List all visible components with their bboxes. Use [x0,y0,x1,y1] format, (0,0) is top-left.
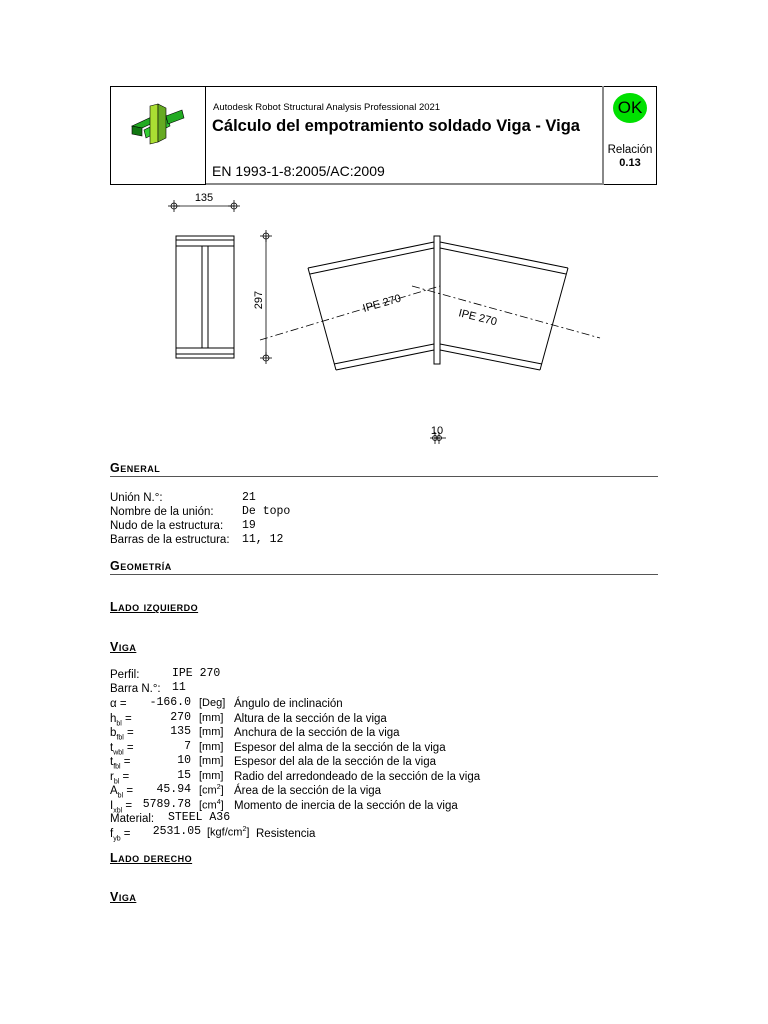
property-description: Espesor del alma de la sección de la viga [234,741,446,754]
fy-unit: $[kgf/cm^2]$ [207,826,250,839]
section-geometry-heading: Geometría [110,559,658,575]
property-symbol: $r_{bl}$ = [110,770,130,785]
material-value: STEEL A36 [168,811,231,824]
property-value: 135 [170,725,191,738]
property-symbol: α = [110,698,127,710]
ratio-value: 0.13 [619,157,641,169]
logo-cell [110,86,206,185]
ratio-label: Relación [607,144,653,156]
general-value: De topo [242,505,291,518]
property-value: 45.94 [156,783,191,796]
general-label: Barras de la estructura: [110,534,230,546]
property-description: Ángulo de inclinación [234,698,343,710]
right-beam-elevation [440,242,568,370]
fy-description: Resistencia [256,828,316,840]
property-symbol: $h_{bl}$ = [110,712,132,727]
beam-heading-left: Viga [110,640,137,654]
property-value: 15 [177,768,191,782]
property-description: Radio del arredondeado de la sección de la viga [234,770,481,783]
property-unit: [mm] [199,769,224,782]
general-label: Nombre de la unión: [110,506,214,518]
fy-value: 2531.05 [152,825,201,838]
property-value: 270 [170,710,191,724]
dimension-width-label: 135 [194,192,214,204]
general-value: 21 [242,491,256,504]
beam-connection-logo-icon [110,86,206,185]
general-label: Unión N.°: [110,492,163,504]
property-symbol: $b_{fbl}$ = [110,727,134,742]
profile-label-left: IPE 270 [361,292,403,315]
property-description: Anchura de la sección de la viga [234,727,400,739]
page-title: Cálculo del empotramiento soldado Viga - Viga [212,117,580,135]
property-symbol: $I_{xbl}$ = [110,799,133,814]
bar-value: 11 [172,681,186,694]
left-beam-axis [260,286,440,340]
property-value: -166.0 [149,696,191,709]
right-side-heading: Lado derecho [110,851,193,865]
property-unit: [mm] [199,755,224,767]
bar-label: Barra N.°: [110,683,161,695]
end-plate [434,236,440,364]
property-unit: [Deg] [199,697,226,709]
property-unit: [mm] [199,726,224,738]
property-unit: $[cm^2]$ [199,784,224,797]
property-unit: [mm] [199,740,224,753]
dimension-gap-label: 10 [430,425,444,437]
profile-label-right: IPE 270 [457,307,499,329]
design-norm: EN 1993-1-8:2005/AC:2009 [212,163,385,179]
property-description: Área de la sección de la viga [234,785,382,797]
property-description: Momento de inercia de la sección de la viga [234,799,458,812]
dimension-height-label: 297 [253,290,265,310]
material-label: Material: [110,813,155,825]
property-description: Altura de la sección de la viga [234,712,387,725]
connection-drawing [150,188,630,450]
general-value: 19 [242,519,256,532]
property-value: 5789.78 [142,797,191,811]
property-unit: [mm] [199,711,224,724]
general-label: Nudo de la estructura: [110,520,224,532]
property-description: Espesor del ala de la sección de la viga [234,756,437,768]
property-symbol: $t_{wbl}$ = [110,741,134,756]
general-value: 11, 12 [242,533,284,546]
profile-value: IPE 270 [172,667,221,680]
property-value: 10 [177,754,191,767]
profile-label: Perfil: [110,669,140,681]
section-general-heading: General [110,461,658,477]
software-name: Autodesk Robot Structural Analysis Professional 2021 [213,102,441,113]
beam-heading-right: Viga [110,890,137,904]
status-badge: OK [613,93,647,123]
property-symbol: $A_{bl}$ = [110,785,134,800]
property-value: 7 [184,739,191,753]
property-unit: $[cm^4]$ [199,798,224,812]
fy-symbol: $f_{yb}$ = [110,828,131,843]
property-symbol: $t_{fbl}$ = [110,756,131,771]
left-side-heading: Lado izquierdo [110,600,199,614]
beam-cross-section [176,236,234,358]
